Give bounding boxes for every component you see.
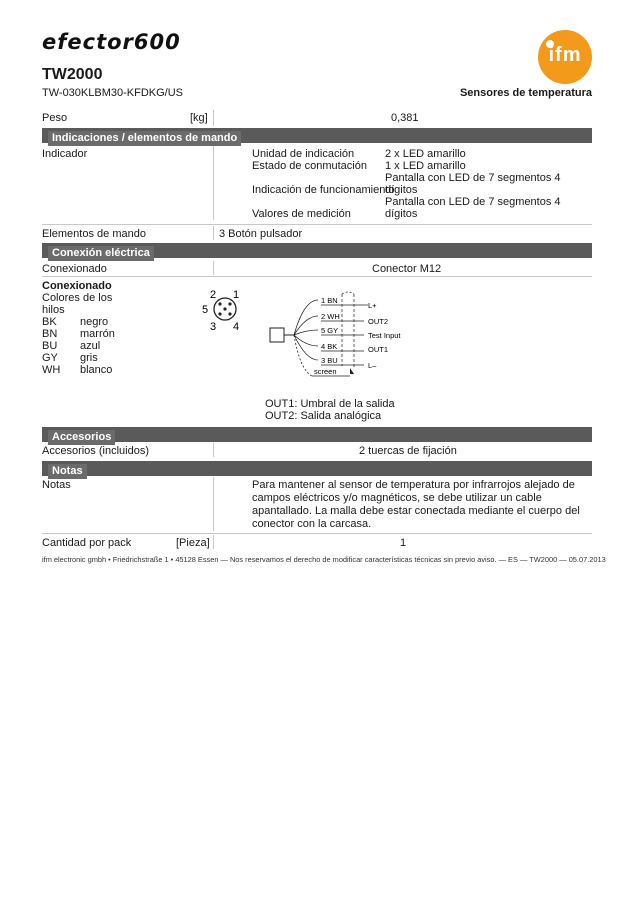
shield-line — [342, 292, 354, 294]
row-divider — [42, 224, 592, 225]
product-category: Sensores de temperatura — [459, 87, 592, 99]
logo-text: ifm — [548, 44, 582, 66]
divider — [213, 443, 214, 457]
color-name: blanco — [80, 364, 113, 376]
indicator-value: Pantalla con LED de 7 segmentos 4 — [385, 196, 561, 208]
wire-line — [294, 330, 318, 335]
section-title: Accesorios — [48, 430, 115, 445]
divider — [213, 110, 214, 126]
wire-line — [294, 335, 318, 346]
row-divider — [42, 533, 592, 534]
pin-dot — [228, 312, 231, 315]
signal-label: L+ — [368, 301, 377, 310]
indicator-name: Indicación de funcionamiento — [252, 184, 395, 196]
indicator-name: Unidad de indicación — [252, 148, 355, 160]
pin-number: 2 — [210, 289, 217, 301]
divider — [213, 477, 214, 531]
wire-label: 4 BK — [321, 342, 338, 351]
section-header-indicators — [42, 128, 592, 143]
controls-label: Elementos de mando — [42, 228, 146, 240]
weight-label: Peso — [42, 112, 68, 124]
notes-line: Para mantener al sensor de temperatura por infrarrojos alejado de — [252, 479, 575, 491]
wire-line — [294, 316, 318, 335]
color-code: WH — [42, 364, 61, 376]
signal-label: L– — [368, 361, 377, 370]
pack-label: Cantidad por pack — [42, 537, 132, 549]
indicator-name: Valores de medición — [252, 208, 351, 220]
ifm-logo — [538, 30, 592, 84]
cable-body — [270, 328, 284, 342]
brand-logo-text: efector600 — [42, 30, 181, 54]
section-header-accessories — [42, 427, 592, 442]
notes-line: campos eléctricos y/o magnéticos, se debe utilizar un cable — [252, 492, 542, 504]
pin-dot — [218, 302, 221, 305]
pin-number: 1 — [233, 289, 240, 301]
color-code: BU — [42, 340, 58, 352]
accessories-value: 2 tuercas de fijación — [359, 445, 457, 457]
wire-label: 3 BU — [321, 356, 338, 365]
divider — [213, 226, 214, 240]
connection-value: Conector M12 — [372, 263, 442, 275]
screen-label: screen — [314, 367, 337, 376]
pack-unit: [Pieza] — [176, 537, 210, 549]
section-title: Conexión eléctrica — [48, 246, 154, 261]
weight-unit: [kg] — [190, 112, 208, 124]
footer-text: ifm electronic gmbh • Friedrichstraße 1 • 45128 Essen — Nos reservamos el derecho de modificar características técnicas sin previo aviso. — ES — TW2000 — 05.07.2013 — [42, 555, 606, 564]
wiring-title: Conexionado — [42, 280, 112, 292]
signal-label: Test Input — [368, 331, 401, 340]
controls-value: 3 Botón pulsador — [219, 228, 303, 240]
color-name: azul — [80, 340, 101, 352]
output-note: OUT2: Salida analógica — [265, 410, 382, 422]
wire-label: 1 BN — [321, 296, 338, 305]
pin-number: 5 — [202, 304, 209, 316]
indicator-value: 2 x LED amarillo — [385, 148, 466, 160]
indicator-value: dígitos — [385, 208, 418, 220]
wire-label: 5 GY — [321, 326, 339, 335]
pack-value: 1 — [400, 537, 407, 549]
color-name: marrón — [80, 328, 115, 340]
signal-label: OUT1 — [368, 345, 389, 354]
color-code: BN — [42, 328, 58, 340]
color-code: GY — [42, 352, 58, 364]
indicator-value: Pantalla con LED de 7 segmentos 4 — [385, 172, 561, 184]
pin-dot — [223, 307, 226, 310]
divider — [213, 146, 214, 220]
screen-line — [294, 335, 312, 376]
connection-label: Conexionado — [42, 263, 107, 275]
color-name: gris — [80, 352, 98, 364]
connector-pin-diagram — [196, 285, 256, 335]
divider — [213, 535, 214, 549]
indicator-label: Indicador — [42, 148, 88, 160]
row-divider — [42, 276, 592, 277]
weight-value: 0,381 — [391, 112, 419, 124]
arrow-icon — [350, 368, 354, 374]
article-code: TW-030KLBM30-KFDKG/US — [42, 87, 184, 99]
divider — [213, 261, 214, 275]
section-header-electrical — [42, 243, 592, 258]
section-header-notes — [42, 461, 592, 476]
notes-label: Notas — [42, 479, 71, 491]
wiring-diagram — [266, 288, 426, 384]
output-note: OUT1: Umbral de la salida — [265, 398, 395, 410]
indicator-value: 1 x LED amarillo — [385, 160, 466, 172]
signal-label: OUT2 — [368, 317, 389, 326]
color-name: negro — [80, 316, 109, 328]
wire-colors-label: Colores de los hilos — [42, 292, 113, 316]
wire-line — [294, 335, 318, 360]
pin-number: 3 — [210, 321, 217, 333]
indicator-name: Estado de conmutación — [252, 160, 367, 172]
pin-dot — [228, 302, 231, 305]
accessories-label: Accesorios (incluidos) — [42, 445, 149, 457]
pin-dot — [218, 312, 221, 315]
color-code: BK — [42, 316, 57, 328]
notes-line: apantallado. La malla debe estar conectada mediante el cuerpo del — [252, 505, 580, 517]
section-title: Notas — [48, 464, 87, 479]
notes-line: conector con la carcasa. — [252, 518, 372, 530]
product-title: TW2000 — [42, 66, 103, 83]
wire-label: 2 WH — [321, 312, 340, 321]
pin-number: 4 — [233, 321, 240, 333]
indicator-value: dígitos — [385, 184, 418, 196]
section-title: Indicaciones / elementos de mando — [48, 131, 241, 146]
